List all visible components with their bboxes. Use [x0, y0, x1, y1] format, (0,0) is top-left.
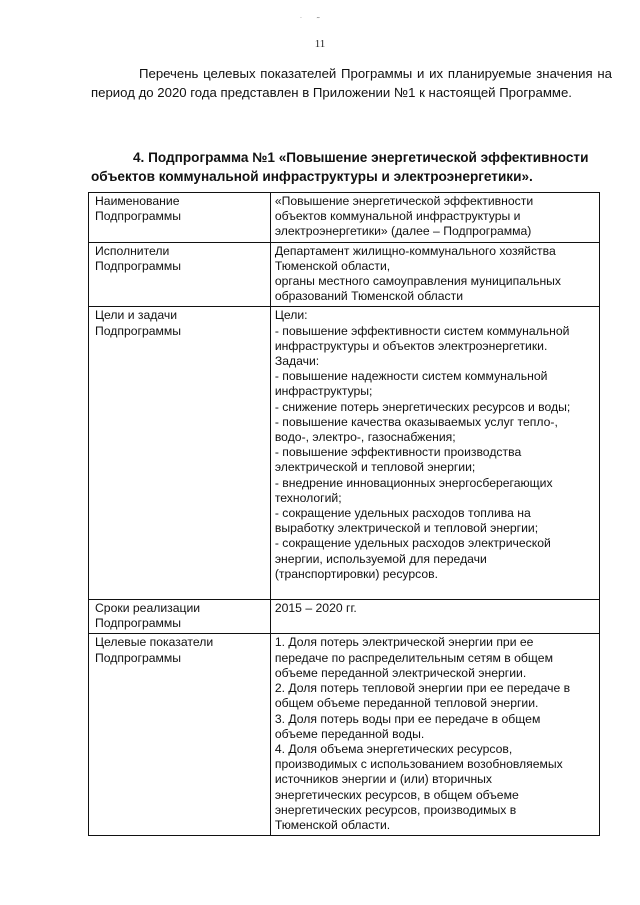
row-value-line: источников энергии и (или) вторичных: [274, 772, 493, 787]
row-label-cell: [89, 193, 271, 243]
row-value-line: - сокращение удельных расходов электрической: [274, 536, 551, 551]
row-value-line: объектов коммунальной инфраструктуры и: [274, 209, 521, 224]
intro-paragraph: [91, 64, 612, 102]
scan-specks: ˙ ˜: [300, 16, 326, 25]
table-row: [89, 193, 600, 243]
row-value-line: электрической и тепловой энергии;: [274, 460, 476, 475]
row-value-cell: [270, 600, 599, 634]
row-label-line: Цели и задачи: [95, 308, 178, 323]
row-value-line: - внедрение инновационных энергосберегающих: [274, 475, 553, 490]
intro-line: Перечень целевых показателей Программы и их планируемые: [139, 66, 532, 81]
row-value-line: 1. Доля потерь электрической энергии при ее: [274, 635, 534, 650]
row-value-line: (транспортировки) ресурсов.: [274, 566, 439, 581]
row-value-line: общем объеме переданной тепловой энергии.: [274, 696, 539, 711]
intro-line: значения на период до 2020 года представлен в Приложении №1 к настоящей: [91, 66, 612, 100]
row-label-line: Подпрограммы: [95, 650, 182, 665]
row-value-line: инфраструктуры и объектов электроэнергетики.: [274, 338, 548, 353]
row-value-line: передаче по распределительным сетям в общем: [274, 650, 553, 665]
table-row: [89, 634, 600, 836]
row-value-line: объеме переданной воды.: [274, 726, 425, 741]
row-value-line: объеме переданной электрической энергии.: [274, 665, 527, 680]
row-value-cell: [270, 307, 599, 600]
row-value-line: 2. Доля потерь тепловой энергии при ее передаче в: [274, 681, 571, 696]
row-label-line: Подпрограммы: [95, 323, 182, 338]
row-label-line: Наименование: [95, 194, 180, 208]
row-value-line: технологий;: [274, 490, 342, 505]
row-value-line: Тюменской области,: [274, 258, 391, 273]
row-value-line: образований Тюменской области: [274, 289, 464, 304]
row-value-cell: [270, 242, 599, 307]
row-value-line: выработку электрической и тепловой энергии;: [274, 521, 539, 536]
row-value-line: электроэнергетики» (далее – Подпрограмма): [274, 224, 532, 239]
row-label-cell: [89, 634, 271, 836]
row-value-line: Задачи:: [274, 354, 320, 369]
row-value-line: органы местного самоуправления муниципальных: [274, 274, 562, 289]
row-label-line: Целевые показатели: [95, 635, 214, 650]
row-value-line: водо-, электро-, газоснабжения;: [274, 430, 456, 445]
row-value-line: энергетических ресурсов, производимых в: [274, 802, 517, 817]
section-heading-line: 4. Подпрограмма №1 «Повышение энергетической эффективности: [133, 150, 589, 165]
row-label-cell: [89, 307, 271, 600]
row-value-line: Департамент жилищно-коммунального хозяйства: [274, 243, 556, 258]
row-value-line: энергии, используемой для передачи: [274, 551, 487, 566]
row-value-line: - повышение качества оказываемых услуг тепло-,: [274, 414, 558, 429]
row-value-line: 3. Доля потерь воды при ее передаче в общем: [274, 711, 541, 726]
row-value-line: - снижение потерь энергетических ресурсов и воды;: [274, 399, 571, 414]
row-label-line: Сроки реализации: [95, 601, 201, 616]
row-value-line: 2015 – 2020 гг.: [274, 601, 357, 616]
row-value-line: - повышение надежности систем коммунальной: [274, 369, 548, 384]
row-value-line: - повышение эффективности систем коммунальной: [274, 323, 570, 338]
row-label-line: Подпрограммы: [95, 209, 182, 224]
section-heading: [91, 148, 613, 186]
subprogram-passport-table: [88, 192, 600, 836]
row-value-cell: [270, 634, 599, 836]
intro-line: Программе.: [499, 85, 572, 100]
intro-text: [91, 64, 612, 102]
table-body: [89, 193, 600, 836]
table-row: [89, 307, 600, 600]
page-number: 11: [314, 38, 326, 50]
row-value-cell: [270, 193, 599, 243]
row-label-line: Подпрограммы: [95, 616, 182, 631]
row-value-line: Тюменской области.: [274, 817, 391, 832]
row-label-cell: [89, 242, 271, 307]
row-value-line: - сокращение удельных расходов топлива на: [274, 506, 531, 521]
table-row: [89, 242, 600, 307]
row-label-line: Подпрограммы: [95, 258, 182, 273]
cell-spacer: [275, 582, 596, 597]
row-label-cell: [89, 600, 271, 634]
table-row: [89, 600, 600, 634]
section-heading-line: объектов коммунальной инфраструктуры и электроэнергетики».: [91, 169, 533, 184]
row-value-line: производимых с использованием возобновляемых: [274, 757, 563, 772]
row-value-line: энергетических ресурсов, в общем объеме: [274, 787, 519, 802]
row-value-line: - повышение эффективности производства: [274, 445, 522, 460]
row-label-line: Исполнители: [95, 243, 170, 258]
row-value-line: Цели:: [274, 308, 308, 323]
row-value-line: инфраструктуры;: [274, 384, 373, 399]
row-value-line: «Повышение энергетической эффективности: [274, 194, 534, 208]
row-value-line: 4. Доля объема энергетических ресурсов,: [274, 741, 513, 756]
